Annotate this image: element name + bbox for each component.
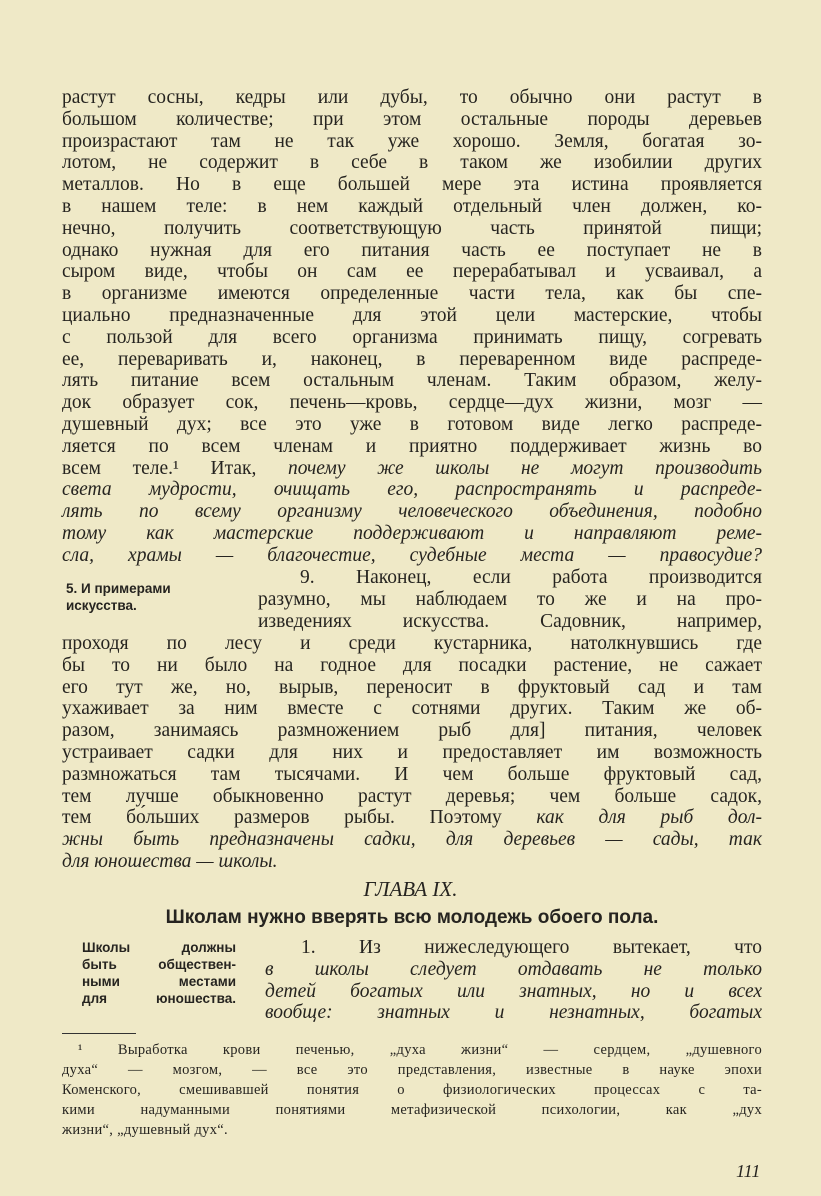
text: бы то ни было на годное для посадки растение, не сажает [62,654,762,676]
text: док образует сок, печень—кровь, сердце—дух жизни, мозг — [62,392,762,414]
text-line [265,1002,762,1024]
text: 1. Из нижеследующего вытекает, что [301,937,762,958]
text-line [265,959,762,981]
margin-note-line: быть обществен- [82,957,236,972]
text-line [62,829,762,851]
text-line [62,545,762,567]
text: лять питание всем остальным членам. Таким образом, желу- [62,370,762,392]
text: большом количестве; при этом остальные породы деревьев [62,108,762,130]
text: устраивает садки для них и предоставляет им возможность [62,741,762,763]
footnote-line: ¹ Выработка крови печенью, „духа жизни“ — сердцем, „душевного [78,1042,762,1058]
text: проходя по лесу и среди кустарника, натолкнувшись где [62,633,762,654]
italic-text: для юношества — школы. [62,850,278,872]
text: разумно, мы наблюдаем то же и на про- [258,588,762,610]
text-line [62,283,762,305]
text-line [258,611,762,633]
footnote [62,1040,762,1140]
text-line [62,720,762,742]
text: однако нужная для его питания часть ее поступает не в [62,239,762,261]
text: ухаживает за ним вместе с сотнями других. Таким же об- [62,698,762,720]
margin-note-line: 5. И примерами [66,581,171,596]
text-line [62,655,762,677]
text: изведениях искусства. Садовник, например, [258,610,762,632]
italic-text: сла, храмы — благочестие, судебные места — правосудие? [62,544,762,566]
text-line [62,174,762,196]
text: ее, переваривать и, наконец, в переваренном виде распреде- [62,348,762,370]
text-line [62,436,762,458]
text-line [62,392,762,414]
text: циально предназначенные для этой цели мастерские, чтобы [62,304,762,326]
footnote-line: духа“ — мозгом, — все это представления, известные в науке эпохи [62,1062,762,1078]
text-line [265,981,762,1003]
italic-text: детей богатых или знатных, но и всех [265,980,762,1002]
text-line [62,414,762,436]
text: нечно, получить соответствующую часть принятой пищи; [62,217,762,239]
chapter-label: ГЛАВА IX. [363,877,458,901]
text-line [62,218,762,240]
footnote-line: жизни“, „душевный дух“. [62,1122,228,1138]
text-line [62,479,762,501]
margin-note-schools [82,939,236,1007]
italic-text: как для рыб дол- [536,807,762,829]
footnote-line: кими надуманными понятиями метафизической психологии, как „дух [62,1102,762,1118]
paragraph-3 [265,937,762,1024]
paragraph-2-body [62,633,762,873]
text-line [62,109,762,131]
footnote-line: Коменского, смешивавшей понятия о физиологических процессах с та- [62,1082,762,1098]
italic-text: в школы следует отдавать не только [265,958,762,980]
margin-note-examples-of-art [66,580,246,614]
text-line [62,349,762,371]
text-line [62,196,762,218]
text-line [62,698,762,720]
text-line [258,567,762,589]
text-line [62,152,762,174]
italic-text: лять по всему организму человеческого объединения, подобно [62,501,762,523]
text-line [62,327,762,349]
text: произрастают там не так уже хорошо. Земля, богатая зо- [62,130,762,152]
text-line [62,370,762,392]
margin-note-line: ными местами [82,974,236,989]
text: растут сосны, кедры или дубы, то обычно они растут в [62,87,762,108]
margin-note-line: Школы должны [82,940,236,955]
text: разом, занимаясь размножением рыб для] питания, человек [62,720,762,742]
text-line [62,742,762,764]
text-line [258,589,762,611]
italic-text: вообще: знатных и незнатных, богатых [265,1002,762,1024]
italic-text: света мудрости, очищать его, распространять и распреде- [62,479,762,501]
text-line [62,677,762,699]
italic-text: жны быть предназначены садки, для деревьев — сады, так [62,829,762,851]
text: 9. Наконец, если работа производится [300,567,762,588]
text-line [62,807,762,829]
text-line [62,87,762,109]
text: тем лучше обыкновенно растут деревья; чем больше садок, [62,785,762,807]
text: в организме имеются определенные части тела, как бы спе- [62,283,762,305]
text-line [62,261,762,283]
footnote-divider [62,1033,136,1034]
text-line [62,786,762,808]
text: с пользой для всего организма принимать пищу, согревать [62,326,762,348]
italic-text: тому как мастерские поддерживают и направляют реме- [62,522,762,544]
margin-note-line: для юношества. [82,991,236,1006]
italic-text: почему же школы не могут производить [287,457,762,479]
text: лотом, не содержит в себе в таком же изобилии других [62,152,762,174]
text: размножаться там тысячами. И чем больше фруктовый сад, [62,763,762,785]
text-line [62,851,762,873]
text-line [62,131,762,153]
paragraph-1 [62,87,762,567]
text: ляется по всем членам и приятно поддерживает жизнь во [62,435,762,457]
text: душевный дух; все это уже в готовом виде легко распреде- [62,413,762,435]
text: его тут же, но, вырыв, переносит в фруктовый сад и там [62,676,762,698]
text-line [62,764,762,786]
text: всем теле.¹ Итак, [62,457,288,479]
text-line [62,240,762,262]
text-line [62,523,762,545]
chapter-title: Школам нужно вверять всю молодежь обоего пола. [165,907,659,928]
text-line [265,937,762,959]
text-line [62,633,762,655]
paragraph-2-head [258,567,762,632]
text: сыром виде, чтобы он сам ее перерабатывал и усваивал, а [62,261,762,283]
margin-note-line: искусства. [66,598,137,613]
text-line [62,458,762,480]
text: металлов. Но в еще большей мере эта истина проявляется [62,174,762,196]
text-line [62,305,762,327]
text-line [62,501,762,523]
text: в нашем теле: в нем каждый отдельный член должен, ко- [62,195,762,217]
text: тем бо́льших размеров рыбы. Поэтому [62,807,537,829]
page-number: 111 [736,1161,761,1181]
